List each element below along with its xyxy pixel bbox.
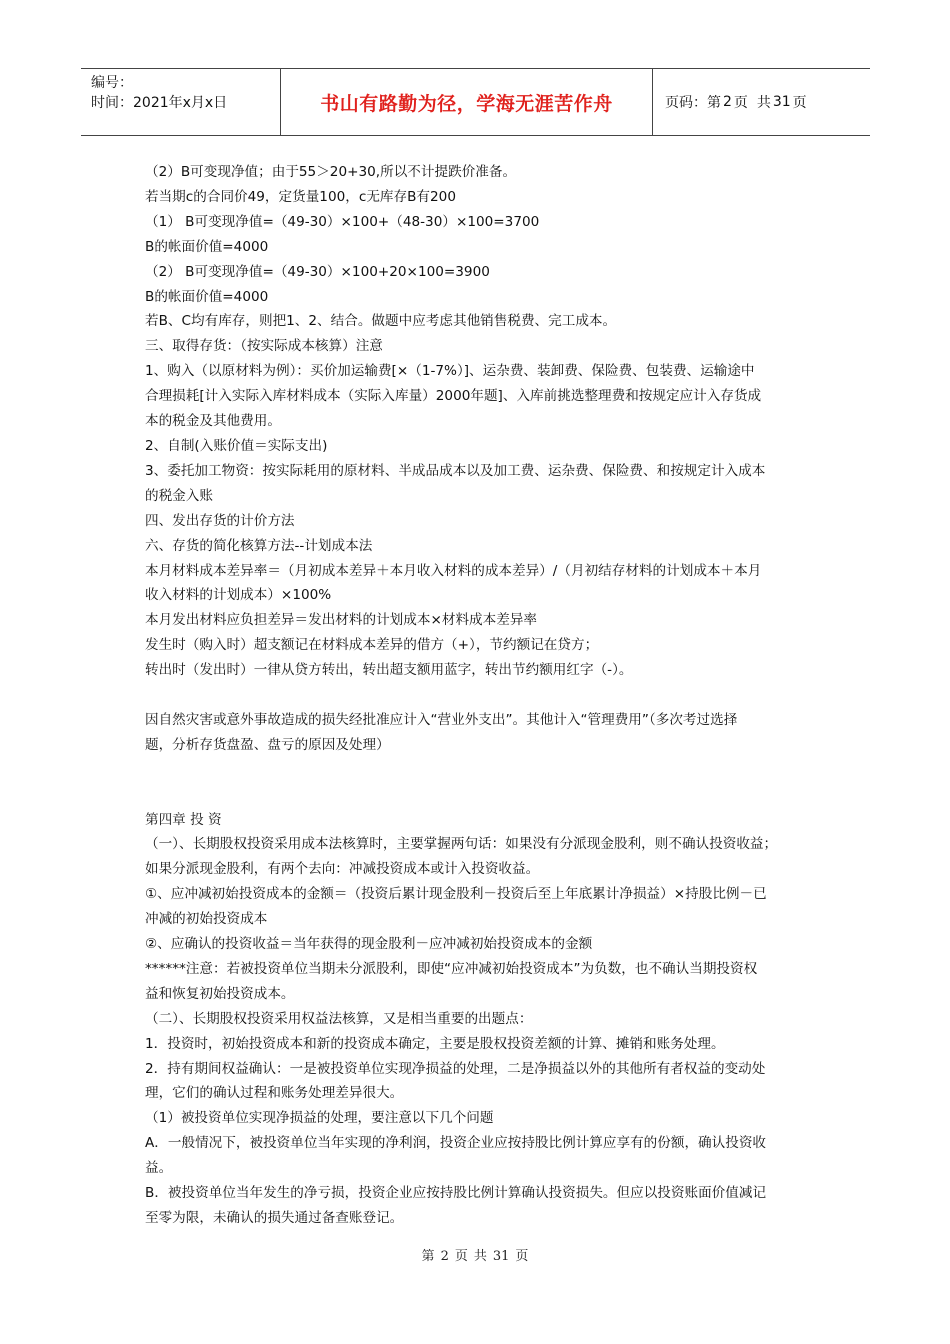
text-line: 若B、C均有库存，则把1、2、结合。做题中应考虑其他销售税费、完工成本。	[145, 313, 617, 330]
text-line: （二）、长期股权投资采用权益法核算，又是相当重要的出题点：	[145, 1010, 533, 1027]
footer-word: 页	[454, 1249, 468, 1264]
text-line: （1） B可变现净值=（49-30）×100+（48-30）×100=3700	[145, 213, 540, 230]
text-line: （一）、长期股权投资采用成本法核算时，主要掌握两句话：如果没有分派现金股利，则不确认投资收益；	[145, 836, 778, 853]
page-footer	[0, 1245, 950, 1264]
text-line: 本月发出材料应负担差异＝发出材料的计划成本×材料成本差异率	[145, 612, 538, 629]
text-line: 本月材料成本差异率＝（月初成本差异＋本月收入材料的成本差异）/（月初结存材料的计划成本＋本月	[145, 562, 762, 579]
text-line: 第四章 投 资	[145, 811, 222, 828]
text-line: 如果分派现金股利，有两个去向：冲减投资成本或计入投资收益。	[145, 861, 540, 878]
footer-word: 第	[421, 1249, 435, 1264]
text-line: 1．投资时，初始投资成本和新的投资成本确定，主要是股权投资差额的计算、摊销和账务处理。	[145, 1035, 725, 1052]
footer-word: 共	[473, 1249, 487, 1264]
page-total: 31	[772, 94, 791, 110]
text-line: 3、委托加工物资：按实际耗用的原材料、半成品成本以及加工费、运杂费、保险费、和按规定计入成本	[145, 462, 766, 479]
text-line: （1）被投资单位实现净损益的处理，要注意以下几个问题	[145, 1110, 494, 1127]
document-body	[145, 160, 825, 1231]
text-line: 收入材料的计划成本）×100%	[145, 587, 332, 604]
page-number: 2	[723, 94, 732, 110]
text-line: 的税金入账	[145, 487, 213, 504]
text-line: B的帐面价值=4000	[145, 288, 269, 305]
text-line: ①、应冲减初始投资成本的金额＝（投资后累计现金股利－投资后至上年底累计净损益）×持股比例－已	[145, 886, 767, 903]
text-line: 发生时（购入时）超支额记在材料成本差异的借方（+），节约额记在贷方；	[145, 637, 599, 654]
text-line: 合理损耗[计入实际入库材料成本（实际入库量）2000年题]、入库前挑选整理费和按规定应计入存货成	[145, 388, 762, 405]
text-line: ②、应确认的投资收益＝当年获得的现金股利－应冲减初始投资成本的金额	[145, 936, 593, 953]
text-line: A．一般情况下，被投资单位当年实现的净利润，投资企业应按持股比例计算应享有的份额，确认投资收	[145, 1135, 767, 1152]
text-line: 理，它们的确认过程和账务处理差异很大。	[145, 1085, 404, 1102]
footer-page-total: 31	[492, 1249, 510, 1264]
text-line: 益和恢复初始投资成本。	[145, 985, 295, 1002]
page-mid-label: 页 共	[733, 95, 771, 111]
footer-word: 页	[515, 1249, 529, 1264]
text-line: B的帐面价值=4000	[145, 238, 269, 255]
text-line: 2、自制(入账价值＝实际支出)	[145, 437, 328, 454]
page-label: 页码：第	[665, 95, 721, 111]
time-label: 时间：2021年x月x日	[91, 95, 228, 111]
footer-page-number: 2	[440, 1249, 449, 1264]
page-end-label: 页	[792, 95, 807, 111]
header-page-cell	[653, 69, 870, 135]
text-line: B．被投资单位当年发生的净亏损，投资企业应按持股比例计算确认投资损失。但应以投资账面价值减记	[145, 1185, 767, 1202]
text-line: 1、购入（以原材料为例）：买价加运输费[×（1-7%）]、运杂费、装卸费、保险费、包装费、运输途中	[145, 363, 755, 380]
text-line: 四、发出存货的计价方法	[145, 512, 295, 529]
text-line: ******注意：若被投资单位当期未分派股利，即使“应冲减初始投资成本”为负数，也不确认当期投资权	[145, 960, 758, 977]
text-line: 2．持有期间权益确认：一是被投资单位实现净损益的处理，二是净损益以外的其他所有者权益的变动处	[145, 1060, 766, 1077]
blank-line	[145, 783, 825, 808]
header-table	[81, 68, 870, 136]
blank-line	[145, 683, 825, 708]
text-line: 本的税金及其他费用。	[145, 413, 281, 430]
header-motto-cell	[281, 69, 653, 135]
text-line: 题，分析存货盘盈、盘亏的原因及处理）	[145, 736, 390, 753]
number-label: 编号：	[91, 75, 133, 91]
text-line: （2） B可变现净值=（49-30）×100+20×100=3900	[145, 263, 490, 280]
text-line: 三、取得存货：（按实际成本核算）注意	[145, 338, 383, 355]
motto: 书山有路勤为径，学海无涯苦作舟	[320, 92, 613, 115]
text-line: 至零为限，未确认的损失通过备查账登记。	[145, 1210, 404, 1227]
text-line: 若当期c的合同价49，定货量100，c无库存B有200	[145, 188, 456, 205]
text-line: 转出时（发出时）一律从贷方转出，转出超支额用蓝字，转出节约额用红字（-）。	[145, 662, 633, 679]
text-line: 六、存货的简化核算方法--计划成本法	[145, 537, 373, 554]
blank-line	[145, 758, 825, 783]
text-line: （2）B可变现净值；由于55＞20+30,所以不计提跌价准备。	[145, 164, 517, 180]
text-line: 益。	[145, 1160, 173, 1177]
text-line: 因自然灾害或意外事故造成的损失经批准应计入“营业外支出”。其他计入“管理费用”（多次考过选择	[145, 711, 738, 728]
text-line: 冲减的初始投资成本	[145, 911, 268, 928]
header-meta-cell	[81, 69, 281, 135]
